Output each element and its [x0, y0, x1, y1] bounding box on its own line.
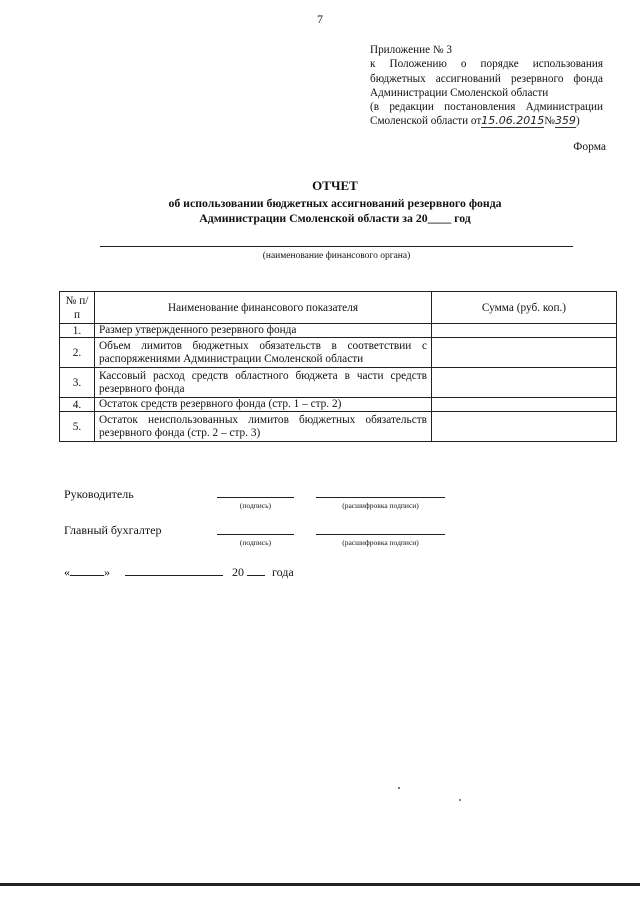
- accountant-signature-line: [217, 534, 294, 535]
- accountant-signature-caption: (подпись): [239, 538, 272, 547]
- row-sum: [432, 412, 617, 442]
- table-row: [60, 324, 617, 338]
- appendix-line-prefix: Смоленской области от: [370, 115, 482, 128]
- appendix-title: Приложение № 3: [370, 44, 452, 56]
- table-row: [60, 398, 617, 412]
- row-num: 1.: [60, 324, 95, 338]
- row-num: 2.: [60, 338, 95, 368]
- close-quote: »: [104, 565, 110, 579]
- year-prefix: 20: [232, 565, 244, 579]
- closing-paren: ): [575, 115, 580, 128]
- handwritten-number: 359: [554, 114, 576, 128]
- head-signature-caption: (подпись): [239, 501, 272, 510]
- row-num: 3.: [60, 368, 95, 398]
- scan-dot: [398, 787, 400, 789]
- appendix-block: [370, 43, 603, 129]
- row-name: Объем лимитов бюджетных обязательств в соответствии с распоряжениями Администрации Смоленской области: [95, 338, 432, 368]
- header-sum: Сумма (руб. коп.): [432, 292, 617, 324]
- org-name-caption: (наименование финансового органа): [262, 251, 411, 261]
- number-sign: №: [544, 115, 555, 128]
- row-sum: [432, 338, 617, 368]
- year-suffix: года: [272, 565, 294, 579]
- scan-dot: [459, 799, 461, 801]
- report-subtitle-line2: Администрации Смоленской области за 20____ год: [199, 211, 471, 225]
- table-header-row: [60, 292, 617, 324]
- row-name: Размер утвержденного резервного фонда: [95, 324, 432, 338]
- header-name: Наименование финансового показателя: [95, 292, 432, 324]
- open-quote: «: [64, 565, 70, 579]
- head-decoding-caption: (расшифровка подписи): [342, 501, 419, 510]
- head-signature-line: [217, 497, 294, 498]
- row-sum: [432, 368, 617, 398]
- report-table: [59, 291, 617, 442]
- row-name: Остаток средств резервного фонда (стр. 1 – стр. 2): [95, 398, 432, 412]
- day-blank: [70, 565, 104, 576]
- appendix-line: бюджетных ассигнований резервного фонда: [370, 72, 603, 85]
- appendix-line: (в редакции постановления Администрации: [370, 101, 603, 114]
- accountant-decoding-caption: (расшифровка подписи): [342, 538, 419, 547]
- row-num: 4.: [60, 398, 95, 412]
- table-row: [60, 368, 617, 398]
- year-blank: [247, 565, 265, 576]
- row-num: 5.: [60, 412, 95, 442]
- accountant-decoding-line: [316, 534, 445, 535]
- date-row: [64, 565, 294, 580]
- table-row: [60, 412, 617, 442]
- report-subtitle-line1: об использовании бюджетных ассигнований резервного фонда: [168, 196, 502, 210]
- appendix-edition-line: [370, 114, 603, 128]
- row-sum: [432, 324, 617, 338]
- row-name: Остаток неиспользованных лимитов бюджетных обязательств резервного фонда (стр. 2 – стр. 3): [95, 412, 432, 442]
- month-blank: [125, 565, 223, 576]
- page-number: 7: [317, 12, 323, 26]
- header-num: № п/п: [60, 292, 95, 324]
- row-name: Кассовый расход средств областного бюджета в части средств резервного фонда: [95, 368, 432, 398]
- table-row: [60, 338, 617, 368]
- appendix-line: Администрации Смоленской области: [370, 86, 549, 99]
- head-label: Руководитель: [64, 487, 134, 501]
- scan-edge-line: [0, 883, 640, 886]
- form-label: Форма: [573, 141, 606, 153]
- head-decoding-line: [316, 497, 445, 498]
- accountant-label: Главный бухгалтер: [64, 523, 162, 537]
- appendix-line: к Положению о порядке использования: [370, 58, 603, 71]
- handwritten-date: 15.06.2015: [481, 114, 545, 128]
- org-name-line: [100, 246, 573, 247]
- row-sum: [432, 398, 617, 412]
- report-title: ОТЧЕТ: [312, 178, 358, 193]
